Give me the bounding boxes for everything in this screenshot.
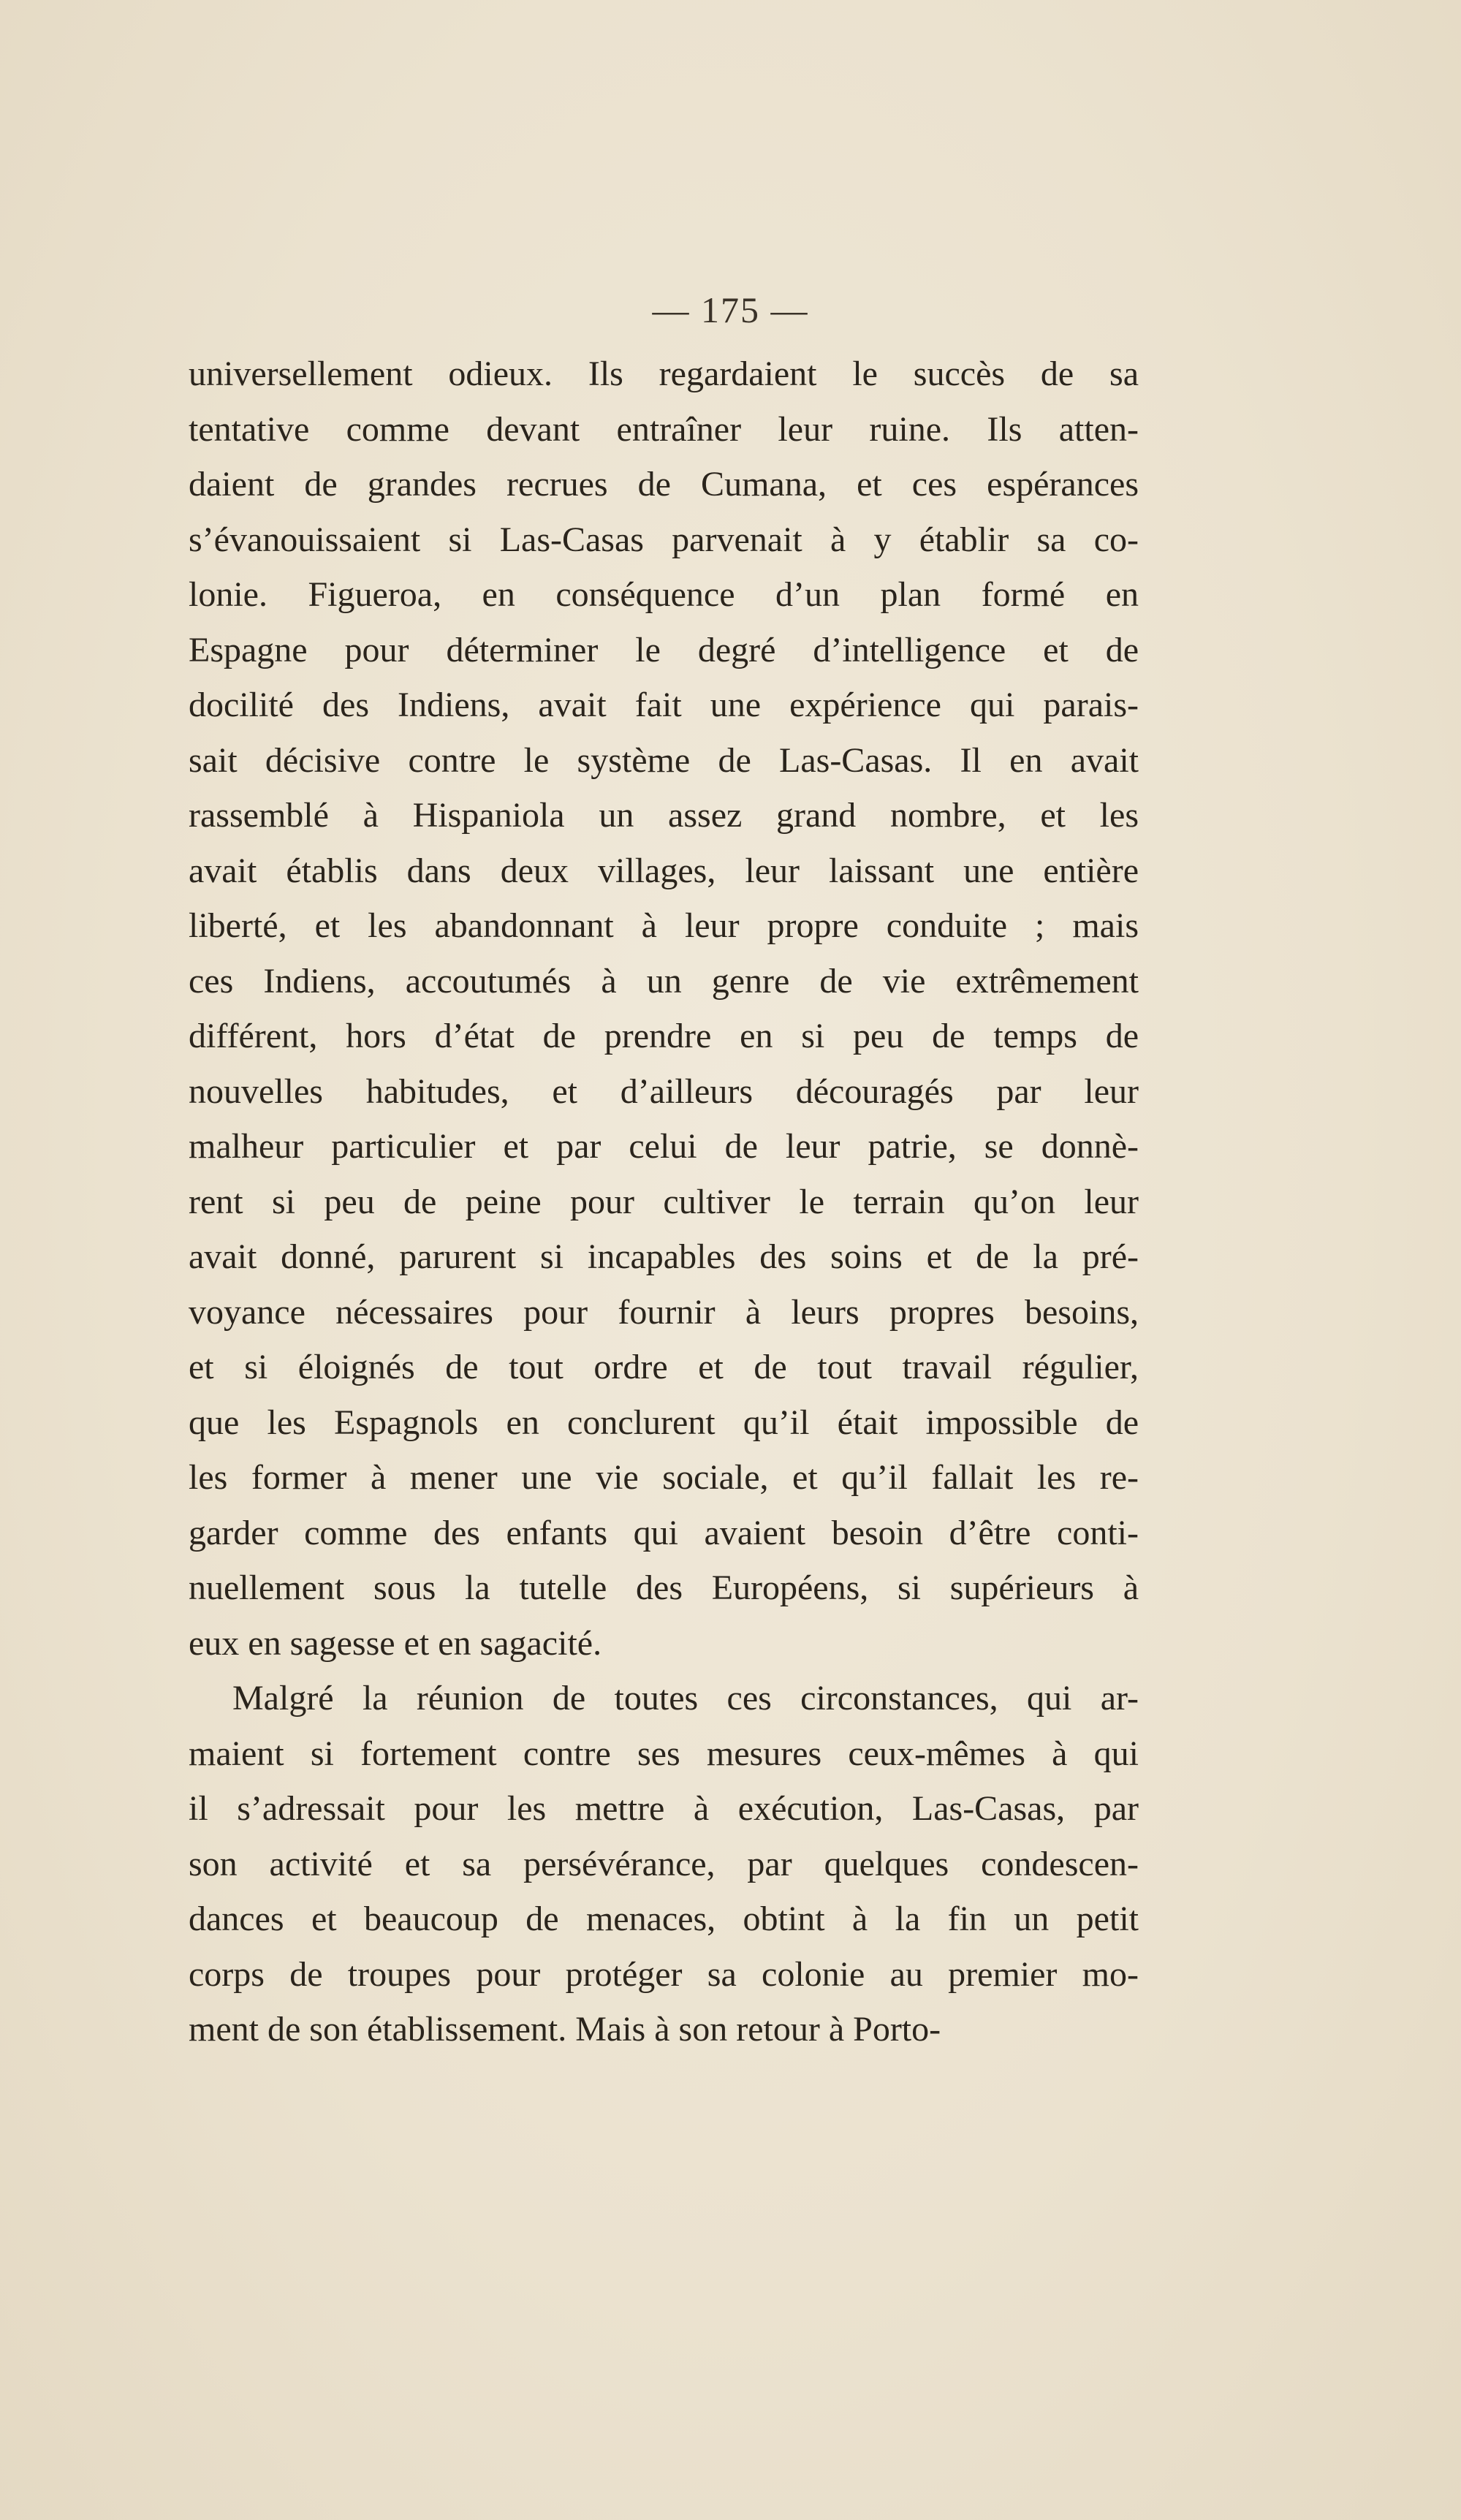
text-line: s’évanouissaient si Las-Casas parvenait à y établir sa co-	[189, 520, 1139, 559]
text-line: dances et beaucoup de menaces, obtint à la fin un petit	[189, 1900, 1139, 1938]
text-line: docilité des Indiens, avait fait une expérience qui parais-	[189, 686, 1139, 724]
text-line: tentative comme devant entraîner leur ruine. Ils atten-	[189, 409, 1139, 449]
text-line: lonie. Figueroa, en conséquence d’un plan formé en	[189, 575, 1139, 614]
body-text	[189, 346, 1139, 2057]
text-line: avait donné, parurent si incapables des soins et de la pré-	[189, 1237, 1139, 1276]
text-line: Espagne pour déterminer le degré d’intelligence et de	[189, 630, 1139, 669]
text-line: liberté, et les abandonnant à leur propre conduite ; mais	[189, 906, 1139, 945]
text-line: il s’adressait pour les mettre à exécution, Las-Casas, par	[189, 1789, 1139, 1828]
paragraph	[189, 1671, 1139, 2057]
text-line: Malgré la réunion de toutes ces circonstances, qui ar-	[232, 1679, 1139, 1718]
text-line: rassemblé à Hispaniola un assez grand nombre, et les	[189, 796, 1139, 835]
text-line: et si éloignés de tout ordre et de tout travail régulier,	[189, 1348, 1139, 1386]
text-line: maient si fortement contre ses mesures ceux-mêmes à qui	[189, 1734, 1139, 1773]
text-line: ment de son établissement. Mais à son retour à Porto-	[189, 2010, 941, 2049]
text-line: son activité et sa persévérance, par quelques condescen-	[189, 1844, 1139, 1883]
paragraph	[189, 346, 1139, 1671]
text-line: eux en sagesse et en sagacité.	[189, 1623, 602, 1663]
text-line: les former à mener une vie sociale, et qu’il fallait les re-	[189, 1458, 1139, 1497]
text-line: daient de grandes recrues de Cumana, et ces espérances	[189, 465, 1139, 504]
text-line: corps de troupes pour protéger sa colonie au premier mo-	[189, 1954, 1139, 1994]
text-line: avait établis dans deux villages, leur laissant une entière	[189, 851, 1139, 890]
text-line: différent, hors d’état de prendre en si peu de temps de	[189, 1017, 1139, 1055]
page-number: — 175 —	[652, 289, 809, 330]
text-line: sait décisive contre le système de Las-Casas. Il en avait	[189, 740, 1139, 780]
text-line: garder comme des enfants qui avaient besoin d’être conti-	[189, 1513, 1139, 1552]
text-line: nuellement sous la tutelle des Européens, si supérieurs à	[189, 1568, 1139, 1607]
text-line: rent si peu de peine pour cultiver le terrain qu’on leur	[189, 1182, 1139, 1221]
text-line: malheur particulier et par celui de leur patrie, se donnè-	[189, 1127, 1139, 1166]
text-line: que les Espagnols en conclurent qu’il était impossible de	[189, 1403, 1139, 1442]
text-line: ces Indiens, accoutumés à un genre de vie extrêmement	[189, 961, 1139, 1001]
text-line: nouvelles habitudes, et d’ailleurs découragés par leur	[189, 1071, 1139, 1111]
text-line: voyance nécessaires pour fournir à leurs propres besoins,	[189, 1292, 1139, 1332]
text-line: universellement odieux. Ils regardaient le succès de sa	[189, 354, 1139, 393]
